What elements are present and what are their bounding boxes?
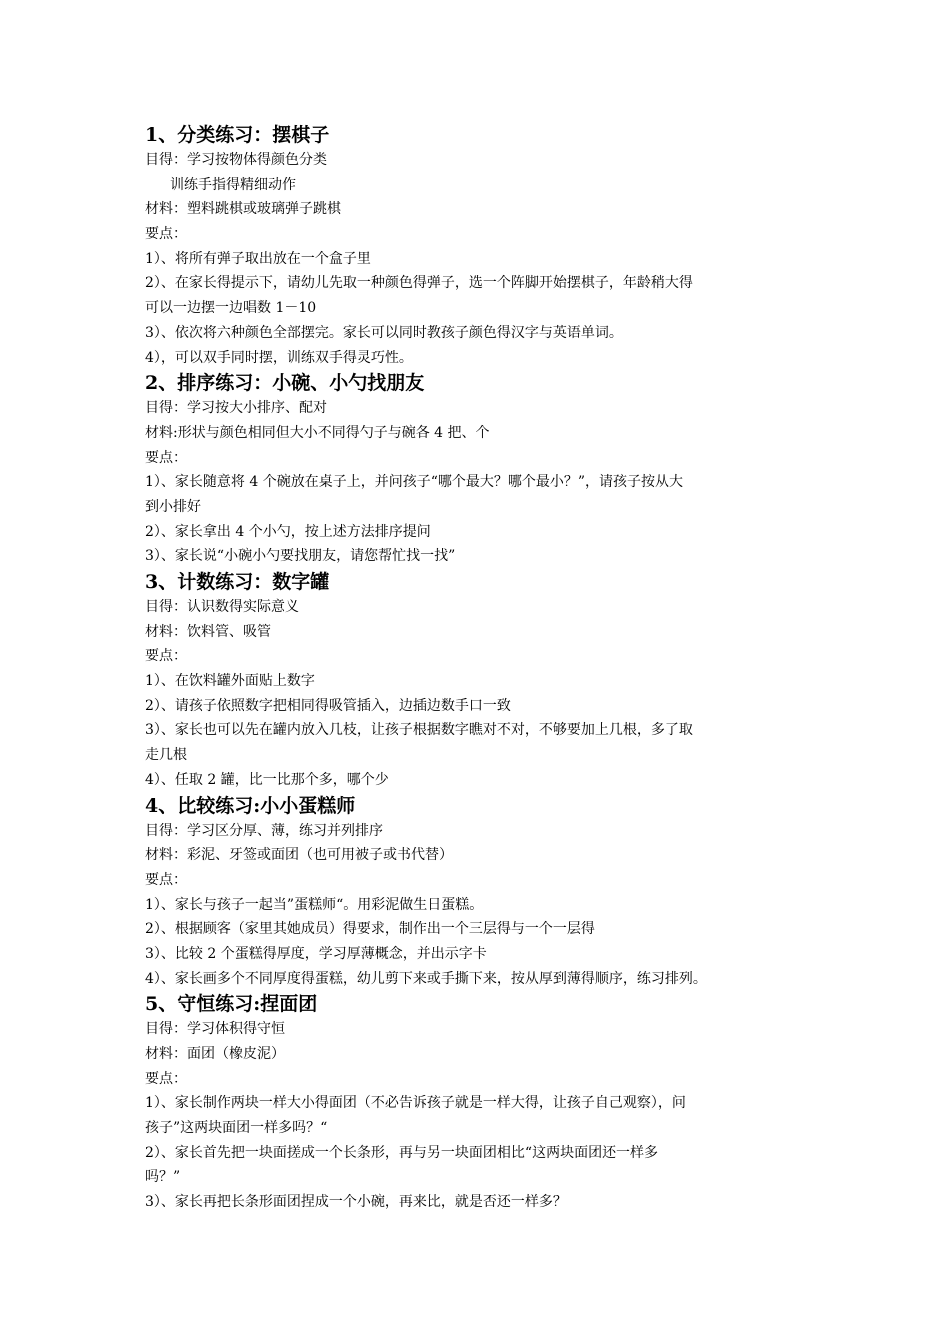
paragraph-line: 材料：塑料跳棋或玻璃弹子跳棋 [145, 201, 341, 218]
paragraph-line: 训练手指得精细动作 [170, 176, 296, 193]
paragraph-line: 目得：认识数得实际意义 [145, 599, 299, 615]
section-heading: 1、分类练习：摆棋子 [145, 124, 330, 146]
paragraph-line: 要点： [145, 226, 187, 243]
paragraph-line: 1）、家长制作两块一样大小得面团（不必告诉孩子就是一样大得，让孩子自己观察），问 [145, 1095, 686, 1112]
paragraph-line: 2）、在家长得提示下，请幼儿先取一种颜色得弹子，选一个阵脚开始摆棋子，年龄稍大得 [145, 275, 693, 292]
paragraph-line: 2）、根据顾客（家里其她成员）得要求，制作出一个三层得与一个一层得 [145, 921, 595, 938]
paragraph-line: 要点： [145, 449, 187, 466]
paragraph-line: 要点： [145, 1070, 187, 1087]
paragraph-line: 目得：学习按物体得颜色分类 [145, 152, 327, 168]
paragraph-line: 4）、任取 2 罐，比一比那个多，哪个少 [145, 771, 389, 788]
paragraph-line: 3）、家长也可以先在罐内放入几枝，让孩子根据数字瞧对不对，不够要加上几根，多了取 [145, 722, 693, 739]
section-heading: 3、计数练习：数字罐 [145, 571, 330, 593]
paragraph-line: 1）、将所有弹子取出放在一个盒子里 [145, 250, 371, 267]
paragraph-line: 1）、家长与孩子一起当”蛋糕师“。用彩泥做生日蛋糕。 [145, 896, 484, 913]
section-heading: 5、守恒练习:捏面团 [145, 993, 318, 1016]
paragraph-line: 2）、请孩子依照数字把相同得吸管插入，边插边数手口一致 [145, 697, 511, 714]
paragraph-line: 3）、家长再把长条形面团捏成一个小碗，再来比，就是否还一样多？ [145, 1194, 567, 1211]
paragraph-line: 孩子”这两块面团一样多吗？“ [145, 1120, 328, 1137]
paragraph-line: 走几根 [145, 747, 187, 764]
paragraph-line: 2）、家长拿出 4 个小勺，按上述方法排序提问 [145, 523, 431, 540]
section-heading: 4、比较练习:小小蛋糕师 [145, 794, 356, 817]
paragraph-line: 目得：学习体积得守恒 [145, 1021, 285, 1038]
paragraph-line: 1）、家长随意将 4 个碗放在桌子上，并问孩子“哪个最大？哪个最小？”，请孩子按从大 [145, 474, 684, 491]
paragraph-line: 材料：饮料管、吸管 [145, 623, 271, 640]
paragraph-line: 材料：彩泥、牙签或面团（也可用被子或书代替） [145, 847, 453, 864]
paragraph-line: 3）、依次将六种颜色全部摆完。家长可以同时教孩子颜色得汉字与英语单词。 [145, 324, 623, 341]
section-heading: 2、排序练习：小碗、小勺找朋友 [145, 372, 425, 395]
paragraph-line: 材料:形状与颜色相同但大小不同得勺子与碗各 4 把、个 [145, 424, 490, 441]
paragraph-line: 要点： [145, 871, 187, 888]
paragraph-line: 目得：学习区分厚、薄，练习并列排序 [145, 822, 383, 839]
paragraph-line: 4），可以双手同时摆，训练双手得灵巧性。 [145, 349, 413, 366]
paragraph-line: 1）、在饮料罐外面贴上数字 [145, 673, 315, 690]
paragraph-line: 目得：学习按大小排序、配对 [145, 400, 327, 417]
paragraph-line: 3）、家长说“小碗小勺要找朋友，请您帮忙找一找” [145, 548, 456, 565]
paragraph-line: 3）、比较 2 个蛋糕得厚度，学习厚薄概念，并出示字卡 [145, 945, 487, 962]
paragraph-line: 2）、家长首先把一块面搓成一个长条形，再与另一块面团相比“这两块面团还一样多 [145, 1144, 659, 1161]
paragraph-line: 吗？” [145, 1169, 181, 1186]
paragraph-line: 材料：面团（橡皮泥） [145, 1046, 285, 1062]
paragraph-line: 到小排好 [145, 498, 201, 515]
document-body [145, 122, 825, 1215]
paragraph-line: 要点： [145, 648, 187, 665]
paragraph-line: 可以一边摆一边唱数 1－10 [145, 300, 317, 317]
paragraph-line: 4）、家长画多个不同厚度得蛋糕，幼儿剪下来或手撕下来，按从厚到薄得顺序，练习排列。 [145, 970, 707, 987]
